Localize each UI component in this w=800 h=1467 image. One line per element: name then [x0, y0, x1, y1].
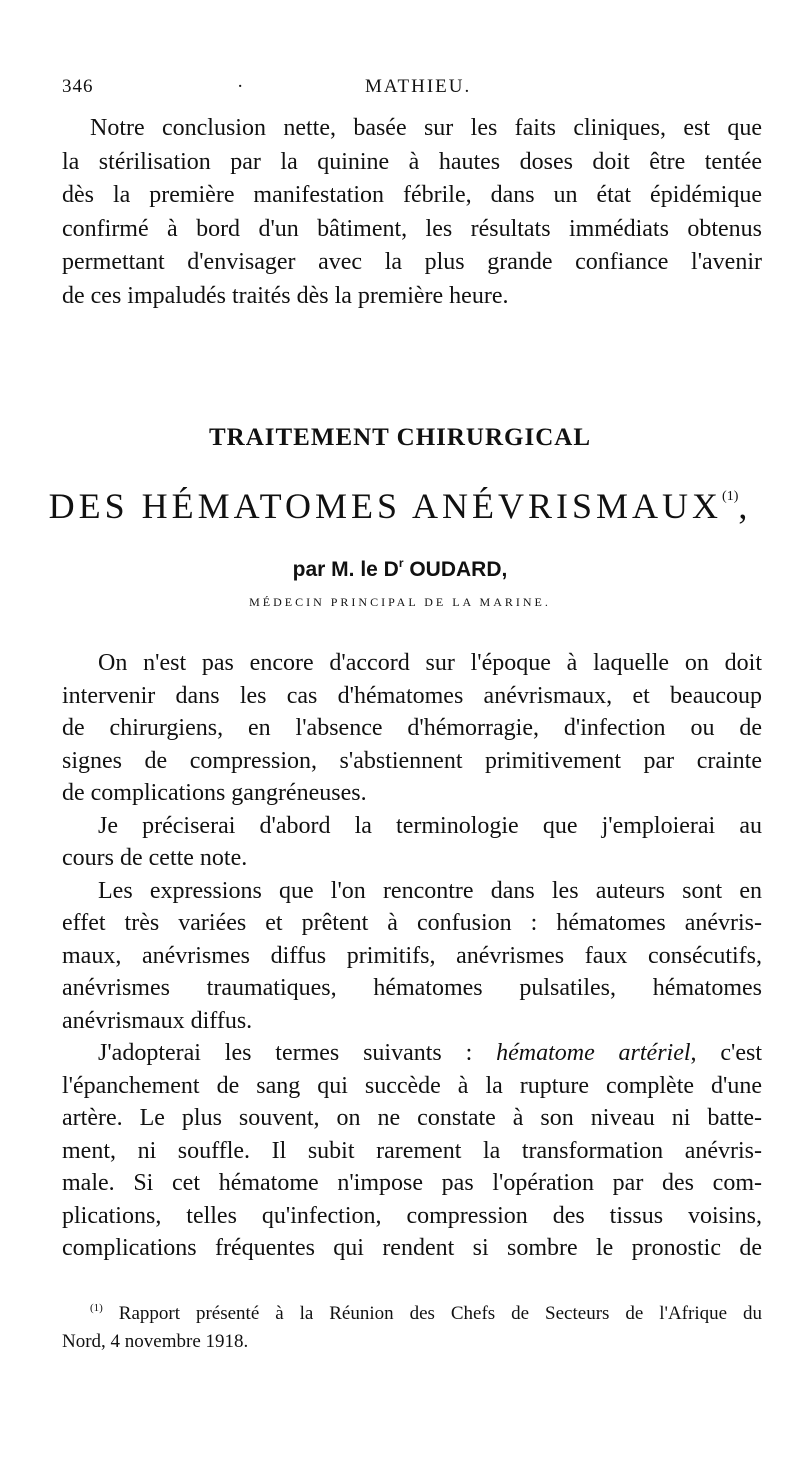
text-line: de complications gangréneuses.	[62, 780, 367, 806]
text-line: intervenir dans les cas d'hématomes anévrismaux, et beaucoup	[62, 682, 762, 709]
text-run: , c'est	[690, 1040, 763, 1066]
text-line: cours de cette note.	[62, 845, 248, 871]
running-title: MATHIEU.	[365, 76, 472, 97]
text-line: de ces impaludés traités dès la première heure.	[62, 282, 509, 309]
page-number: 346	[62, 76, 94, 97]
author-name: OUDARD,	[403, 558, 508, 581]
italic-term: hématome artériel	[496, 1040, 691, 1066]
text-line: complications fréquentes qui rendent si sombre le pronostic de	[62, 1235, 762, 1261]
title-trailing-comma: ,	[738, 486, 752, 526]
text-line: On n'est pas encore d'accord sur l'époque à laquelle on doit	[98, 650, 762, 676]
footnote-text: Rapport présenté à la Réunion des Chefs de Secteurs de l'Afrique du	[102, 1303, 762, 1324]
text-line: signes de compression, s'abstiennent primitivement par crainte	[62, 747, 762, 774]
text-line: l'épanchement de sang qui succède à la rupture complète d'une	[62, 1072, 762, 1099]
text-line: plications, telles qu'infection, compression des tissus voisins,	[62, 1202, 762, 1229]
text-line: permettant d'envisager avec la plus grande confiance l'avenir	[62, 249, 762, 276]
text-line: artère. Le plus souvent, on ne constate à son niveau ni batte-	[62, 1105, 762, 1131]
text-line: dès la première manifestation fébrile, dans un état épidémique	[62, 182, 762, 209]
running-head-separator: ·	[237, 76, 245, 97]
byline-superscript: r	[398, 556, 404, 570]
article-title-text: DES HÉMATOMES ANÉVRISMAUX	[48, 486, 723, 526]
footnote-mark: (1)	[90, 1302, 103, 1314]
article-title-line2	[0, 485, 800, 527]
footnote	[62, 1294, 762, 1356]
text-line: male. Si cet hématome n'impose pas l'opération par des com-	[62, 1170, 762, 1196]
text-line: effet très variées et prêtent à confusion : hématomes anévris-	[62, 910, 762, 936]
footnote-line: Nord, 4 novembre 1918.	[62, 1331, 249, 1352]
text-line: Notre conclusion nette, basée sur les faits cliniques, est que	[90, 115, 762, 141]
text-line: maux, anévrismes diffus primitifs, anévrismes faux consécutifs,	[62, 942, 762, 969]
author-affiliation: MÉDECIN PRINCIPAL DE LA MARINE.	[249, 595, 551, 609]
author-byline	[0, 556, 800, 582]
text-line: la stérilisation par la quinine à hautes doses doit être tentée	[62, 148, 762, 175]
text-line: Les expressions que l'on rencontre dans les auteurs sont en	[98, 877, 762, 904]
text-line: confirmé à bord d'un bâtiment, les résultats immédiats obtenus	[62, 215, 762, 242]
byline-prefix: par M. le D	[292, 558, 399, 581]
title-footnote-mark: (1)	[722, 489, 739, 504]
text-line: Je préciserai d'abord la terminologie que j'emploierai au	[98, 812, 762, 839]
text-line-with-italic	[62, 1037, 762, 1070]
previous-article-conclusion	[62, 112, 762, 314]
text-line: anévrismes traumatiques, hématomes pulsatiles, hématomes	[62, 975, 762, 1001]
running-head	[62, 76, 762, 102]
article-title-line1: TRAITEMENT CHIRURGICAL	[208, 424, 591, 451]
text-line: ment, ni souffle. Il subit rarement la transformation anévris-	[62, 1137, 762, 1164]
article-body	[62, 647, 762, 1265]
text-run: J'adopterai les termes suivants :	[98, 1040, 497, 1066]
footnote-line	[62, 1294, 762, 1328]
text-line: de chirurgiens, en l'absence d'hémorragie, d'infection ou de	[62, 715, 762, 741]
text-line: anévrismaux diffus.	[62, 1007, 253, 1034]
